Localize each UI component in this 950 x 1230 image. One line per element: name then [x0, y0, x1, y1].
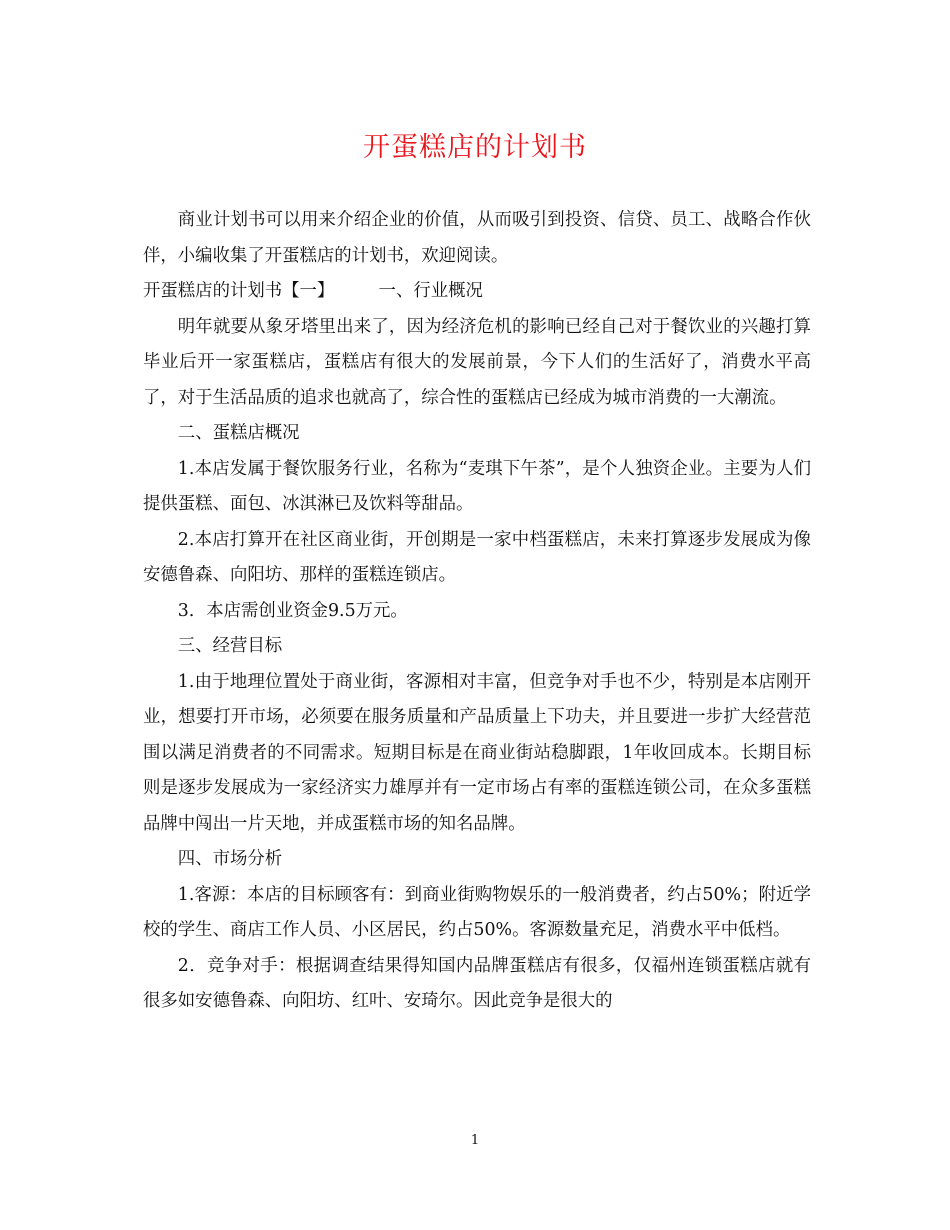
- section-heading-market: 四、市场分析: [177, 849, 283, 869]
- section-heading-overview: 二、蛋糕店概况: [177, 423, 300, 443]
- industry-paragraph: 明年就要从象牙塔里出来了，因为经济危机的影响已经自己对于餐饮业的兴趣打算毕业后开一家蛋糕店，蛋糕店有很大的发展前景，今下人们的生活好了，消费水平高了，对于生活品质的追求也就高了，综合性的蛋糕店已经成为城市消费的一大潮流。: [143, 316, 811, 408]
- heading-spacer: [334, 281, 378, 301]
- page-number: 1: [470, 1133, 480, 1148]
- section-heading-goals: 三、经营目标: [177, 636, 283, 656]
- goals-paragraph-1: 1.由于地理位置处于商业街，客源相对丰富，但竞争对手也不少，特别是本店刚开业，想要打开市场，必须要在服务质量和产品质量上下功夫，并且要进一步扩大经营范围以满足消费者的不同需求。短期目标是在商业街站稳脚跟，1年收回成本。长期目标则是逐步发展成为一家经济实力雄厚并有一定市场占有率的蛋糕连锁公司，在众多蛋糕品牌中闯出一片天地，并成蛋糕市场的知名品牌。: [143, 671, 811, 834]
- section-heading-industry: 一、行业概况: [378, 281, 483, 301]
- overview-paragraph-2: 2.本店打算开在社区商业街，开创期是一家中档蛋糕店，未来打算逐步发展成为像安德鲁森、向阳坊、那样的蛋糕连锁店。: [143, 529, 811, 585]
- overview-paragraph-1: 1.本店发属于餐饮服务行业，名称为“麦琪下午茶”，是个人独资企业。主要为人们提供蛋糕、面包、冰淇淋已及饮料等甜品。: [143, 458, 811, 514]
- part-heading-line: [143, 274, 811, 310]
- intro-paragraph: 商业计划书可以用来介绍企业的价值，从而吸引到投资、信贷、员工、战略合作伙伴，小编收集了开蛋糕店的计划书，欢迎阅读。: [143, 210, 811, 266]
- market-paragraph-2: 2．竞争对手：根据调查结果得知国内品牌蛋糕店有很多，仅福州连锁蛋糕店就有很多如安德鲁森、向阳坊、红叶、安琦尔。因此竞争是很大的: [143, 955, 811, 1011]
- page-title: 开蛋糕店的计划书: [363, 132, 587, 163]
- market-paragraph-1: 1.客源：本店的目标顾客有：到商业街购物娱乐的一般消费者，约占50%；附近学校的学生、商店工作人员、小区居民，约占50%。客源数量充足，消费水平中低档。: [143, 884, 811, 940]
- overview-paragraph-3: 3．本店需创业资金9.5万元。: [177, 600, 408, 621]
- document-body: [143, 203, 811, 1020]
- part-heading: 开蛋糕店的计划书【一】: [143, 281, 335, 301]
